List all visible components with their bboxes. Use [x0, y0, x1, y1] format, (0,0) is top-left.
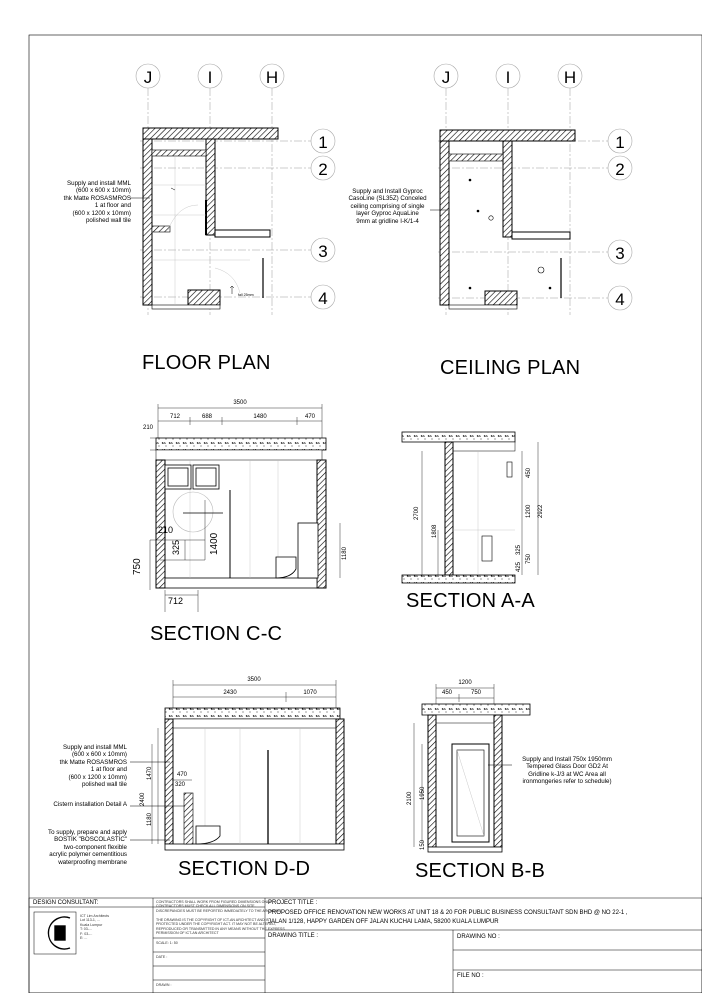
grid-bubble-i [198, 64, 222, 88]
ceiling-plan-title: CEILING PLAN [440, 357, 581, 379]
fall-label: fall 25mm [238, 293, 254, 297]
svg-text:470: 470 [177, 772, 188, 778]
section-dd-title: SECTION D-D [178, 858, 311, 880]
glass-door-note: Supply and Install 750x 1950mm Tempered Glass Door GD2 At Gridline k-J/3 at WC Area all ironmongeries refer to schedule) [522, 756, 612, 786]
floor-plan [136, 64, 335, 315]
svg-text:1: 1 [318, 133, 328, 152]
svg-text:1200: 1200 [458, 680, 472, 686]
svg-text:H: H [265, 68, 279, 87]
svg-text:320: 320 [175, 782, 186, 788]
svg-text:688: 688 [201, 414, 213, 420]
svg-text:3500: 3500 [247, 677, 261, 683]
svg-text:1180: 1180 [147, 813, 153, 826]
svg-text:2700: 2700 [414, 506, 420, 520]
date-label: DATE : [156, 955, 168, 959]
grid-bubble-3 [608, 240, 632, 264]
firm-logo [48, 917, 70, 949]
project-title: PROPOSED OFFICE RENOVATION NEW WORKS AT UNIT 18 & 20 FOR PUBLIC BUSINESS CONSULTANT SDN BHD @ NO 22-1 , JALAN 1/128, HAPPY GARDEN OFF JALAN KUCHAI LAMA, 58200 KUALA LUMPUR [268, 910, 628, 925]
svg-text:450: 450 [441, 690, 453, 696]
floor-plan-title: FLOOR PLAN [142, 352, 271, 374]
file-no-label: FILE NO : [457, 973, 484, 979]
svg-text:3: 3 [615, 244, 625, 263]
svg-text:1470: 1470 [147, 766, 153, 780]
svg-text:470: 470 [304, 414, 316, 420]
grid-bubble-3 [311, 238, 335, 262]
svg-text:2100: 2100 [407, 791, 413, 805]
ceiling-plan [434, 64, 632, 315]
floor-tile-note: Supply and install MML (600 x 600 x 10mm) thk Matte ROSASMROS 1 at floor and (600 x 1200 x 10mm) polished wall tile [63, 180, 131, 225]
svg-text:4: 4 [318, 289, 328, 308]
svg-text:2400: 2400 [140, 792, 146, 806]
section-dd [140, 677, 344, 850]
section-bb-title: SECTION B-B [415, 860, 545, 882]
svg-text:712: 712 [169, 414, 181, 420]
section-cc-title: SECTION C-C [150, 623, 283, 645]
grid-bubble-2 [608, 156, 632, 180]
grid-bubble-h [558, 64, 582, 88]
drawn-label: DRAWN : [156, 983, 172, 987]
svg-text:J: J [143, 68, 153, 87]
waterproof-note: To supply, prepare and apply BOSTIK "BOSCOLASTIC" two-component flexible acrylic polymer cementitious waterproofing membrane [48, 829, 127, 866]
svg-text:3500: 3500 [233, 400, 247, 406]
svg-text:450: 450 [526, 467, 532, 478]
svg-text:2922: 2922 [538, 504, 544, 518]
grid-bubble-4 [311, 285, 335, 309]
design-consultant-label: DESIGN CONSULTANT: [33, 900, 99, 906]
sheet-border [29, 35, 702, 993]
svg-text:750: 750 [526, 553, 532, 564]
svg-text:4: 4 [615, 290, 625, 309]
svg-text:I: I [207, 68, 213, 87]
grid-bubble-j [136, 64, 160, 88]
section-aa [402, 432, 544, 583]
grid-bubble-h [260, 64, 284, 88]
cistern-note: Cistern installation Detail A [53, 801, 127, 808]
svg-text:J: J [441, 68, 451, 87]
svg-text:325: 325 [516, 544, 522, 555]
svg-text:210: 210 [143, 425, 154, 431]
svg-text:I: I [505, 68, 511, 87]
grid-bubble-1 [311, 129, 335, 153]
copyright-note: THE DRAWING IS THE COPYRIGHT OF ICT-AN ARCHITECT AND IS PROTECTED UNDER THE COPYRIGHT ACT. IT MAY NOT BE ALTERED, REPRODUCED OR TRANSMITTED IN ANY MEANS WITHOUT THE EXPRESS PERMISSION OF ICT-AN ARCHITECT [156, 918, 285, 936]
svg-text:1808: 1808 [432, 524, 438, 538]
scale-label: SCALE: 1: 50 [156, 941, 178, 945]
grid-bubble-j [434, 64, 458, 88]
section-aa-title: SECTION A-A [406, 590, 535, 612]
drawing-no-label: DRAWING NO : [457, 934, 500, 940]
svg-text:425: 425 [516, 561, 522, 572]
drawing-title-label: DRAWING TITLE : [268, 933, 319, 939]
svg-text:3: 3 [318, 242, 328, 261]
svg-text:1200: 1200 [526, 504, 532, 518]
project-title-label: PROJECT TITLE : [268, 900, 318, 906]
svg-text:1400: 1400 [209, 532, 220, 555]
contractor-note: CONTRACTORS SHALL WORK FROM FIGURED DIMENSIONS ONLY. CONTRACTORS MUST CHECK ALL DIMENSIONS ON SITE. DISCREPANCIES MUST BE REPORTED IMMEDIATELY TO THE ARCHITECT [156, 900, 284, 913]
grid-bubble-2 [311, 156, 335, 180]
ceiling-note: Supply and Install Gyproc CasoLine (SL35Z) Conceled ceiling comprising of single layer Gyproc AquaLine 9mm at gridline I-K/1-4 [348, 188, 427, 225]
svg-text:2430: 2430 [223, 690, 237, 696]
grid-bubble-4 [608, 286, 632, 310]
svg-text:150: 150 [420, 839, 426, 850]
firm-details: ICT Lim Architects Lot 113-1, ... Kuala Lumpur T: 03-... F: 03-... E: ... [80, 914, 110, 941]
svg-text:1950: 1950 [420, 786, 426, 800]
svg-text:750: 750 [132, 558, 143, 575]
section-cc [132, 400, 348, 612]
svg-text:2: 2 [615, 160, 625, 179]
svg-text:1070: 1070 [303, 690, 317, 696]
grid-bubble-i [496, 64, 520, 88]
svg-text:1: 1 [615, 133, 625, 152]
svg-text:750: 750 [470, 690, 482, 696]
svg-text:325: 325 [171, 539, 181, 555]
svg-text:712: 712 [168, 596, 184, 606]
svg-text:1480: 1480 [253, 414, 267, 420]
svg-text:210: 210 [158, 525, 174, 535]
svg-text:H: H [563, 68, 577, 87]
grid-bubble-1 [608, 129, 632, 153]
svg-text:2: 2 [318, 160, 328, 179]
svg-text:1180: 1180 [342, 547, 348, 560]
dd-tile-note: Supply and install MML (600 x 600 x 10mm) thk Matte ROSASMROS 1 at floor and (600 x 1200 x 10mm) polished wall tile [59, 744, 127, 789]
